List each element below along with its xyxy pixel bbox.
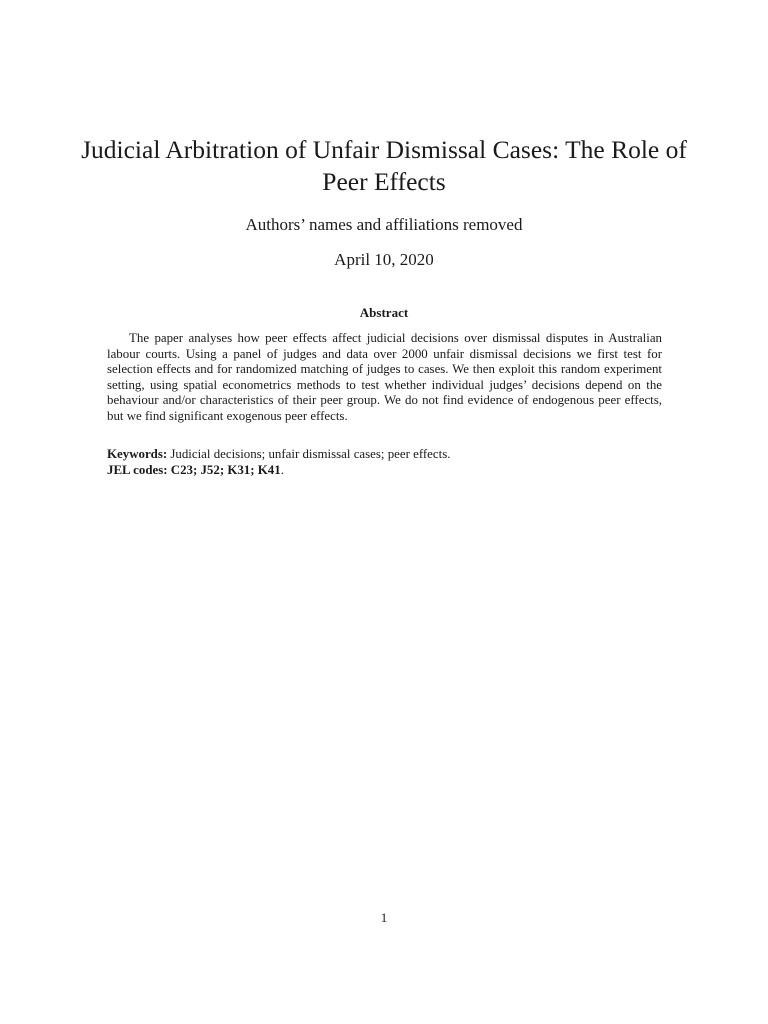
jel-end: . (280, 463, 284, 477)
keywords-value: Judicial decisions; unfair dismissal cases; peer effects. (170, 447, 451, 461)
paper-date: April 10, 2020 (334, 250, 434, 269)
jel-codes: C23; J52; K31; K41 (170, 463, 281, 477)
paper-authors: Authors’ names and affiliations removed (245, 215, 523, 234)
abstract-body: The paper analyses how peer effects affect judicial decisions over dismissal disputes in Australian labour courts. Using a panel of judges and data over 2000 unfair dismissal decisions we first test for selection effects and for randomized matching of judges to cases. We then exploit this random experiment setting, using spatial econometrics methods to test whether individual judges’ decisions depend on the behaviour and/or characteristics of their peer group. We do not find evidence of endogenous peer effects, but we find significant exogenous peer effects. (107, 331, 662, 423)
page-number: 1 (380, 910, 388, 925)
keywords-label: Keywords: (107, 447, 168, 461)
jel-label: JEL codes: (107, 463, 168, 477)
paper-title: Judicial Arbitration of Unfair Dismissal Cases: The Role of Peer Effects (81, 135, 687, 196)
keywords-line (107, 447, 662, 463)
abstract-heading: Abstract (359, 305, 409, 320)
jel-line (107, 463, 662, 479)
